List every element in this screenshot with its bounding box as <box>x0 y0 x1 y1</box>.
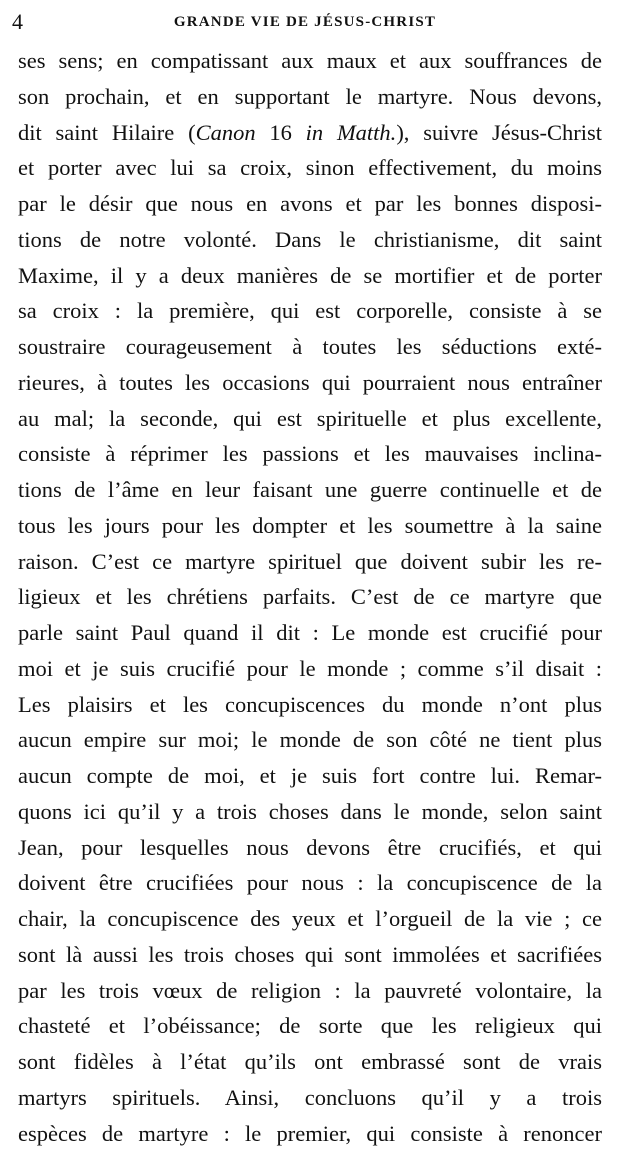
text-line: aucun empire sur moi; le monde de son côté ne tient plus <box>18 722 602 758</box>
text-line: chair, la concupiscence des yeux et l’orgueil de la vie ; ce <box>18 901 602 937</box>
citation-italic-matth: in Matth. <box>306 120 397 145</box>
text-line: espèces de martyre : le premier, qui consiste à renoncer <box>18 1116 602 1151</box>
citation-middle: 16 <box>256 120 306 145</box>
text-line-citation <box>18 115 602 151</box>
citation-before: dit saint Hilaire ( <box>18 120 196 145</box>
text-line: Jean, pour lesquelles nous devons être crucifiés, et qui <box>18 830 602 866</box>
text-line: soustraire courageusement à toutes les séductions exté- <box>18 329 602 365</box>
running-title: GRANDE VIE DE JÉSUS-CHRIST <box>12 10 598 34</box>
text-line: sa croix : la première, qui est corporelle, consiste à se <box>18 293 602 329</box>
text-line: rieures, à toutes les occasions qui pourraient nous entraîner <box>18 365 602 401</box>
text-line: quons ici qu’il y a trois choses dans le monde, selon saint <box>18 794 602 830</box>
citation-italic-canon: Canon <box>196 120 256 145</box>
text-line: ses sens; en compatissant aux maux et aux souffrances de <box>18 43 602 79</box>
text-line: moi et je suis crucifié pour le monde ; comme s’il disait : <box>18 651 602 687</box>
text-line: consiste à réprimer les passions et les mauvaises inclina- <box>18 436 602 472</box>
page-number: 4 <box>12 8 23 36</box>
text-line: sont fidèles à l’état qu’ils ont embrassé sont de vrais <box>18 1044 602 1080</box>
citation-after: ), suivre Jésus-Christ <box>396 120 602 145</box>
text-line: au mal; la seconde, qui est spirituelle et plus excellente, <box>18 401 602 437</box>
text-line: Les plaisirs et les concupiscences du monde n’ont plus <box>18 687 602 723</box>
text-line: tions de l’âme en leur faisant une guerre continuelle et de <box>18 472 602 508</box>
body-text <box>18 43 602 1151</box>
text-line: parle saint Paul quand il dit : Le monde est crucifié pour <box>18 615 602 651</box>
text-line: martyrs spirituels. Ainsi, concluons qu’il y a trois <box>18 1080 602 1116</box>
text-line: et porter avec lui sa croix, sinon effectivement, du moins <box>18 150 602 186</box>
text-line: tions de notre volonté. Dans le christianisme, dit saint <box>18 222 602 258</box>
text-line: sont là aussi les trois choses qui sont immolées et sacrifiées <box>18 937 602 973</box>
text-line: par le désir que nous en avons et par les bonnes disposi- <box>18 186 602 222</box>
text-line: par les trois vœux de religion : la pauvreté volontaire, la <box>18 973 602 1009</box>
running-head <box>12 8 598 36</box>
text-line: chasteté et l’obéissance; de sorte que les religieux qui <box>18 1008 602 1044</box>
text-line: raison. C’est ce martyre spirituel que doivent subir les re- <box>18 544 602 580</box>
text-line: son prochain, et en supportant le martyre. Nous devons, <box>18 79 602 115</box>
text-line: aucun compte de moi, et je suis fort contre lui. Remar- <box>18 758 602 794</box>
text-line: doivent être crucifiées pour nous : la concupiscence de la <box>18 865 602 901</box>
text-line: ligieux et les chrétiens parfaits. C’est de ce martyre que <box>18 579 602 615</box>
text-line: tous les jours pour les dompter et les soumettre à la saine <box>18 508 602 544</box>
text-line: Maxime, il y a deux manières de se mortifier et de porter <box>18 258 602 294</box>
